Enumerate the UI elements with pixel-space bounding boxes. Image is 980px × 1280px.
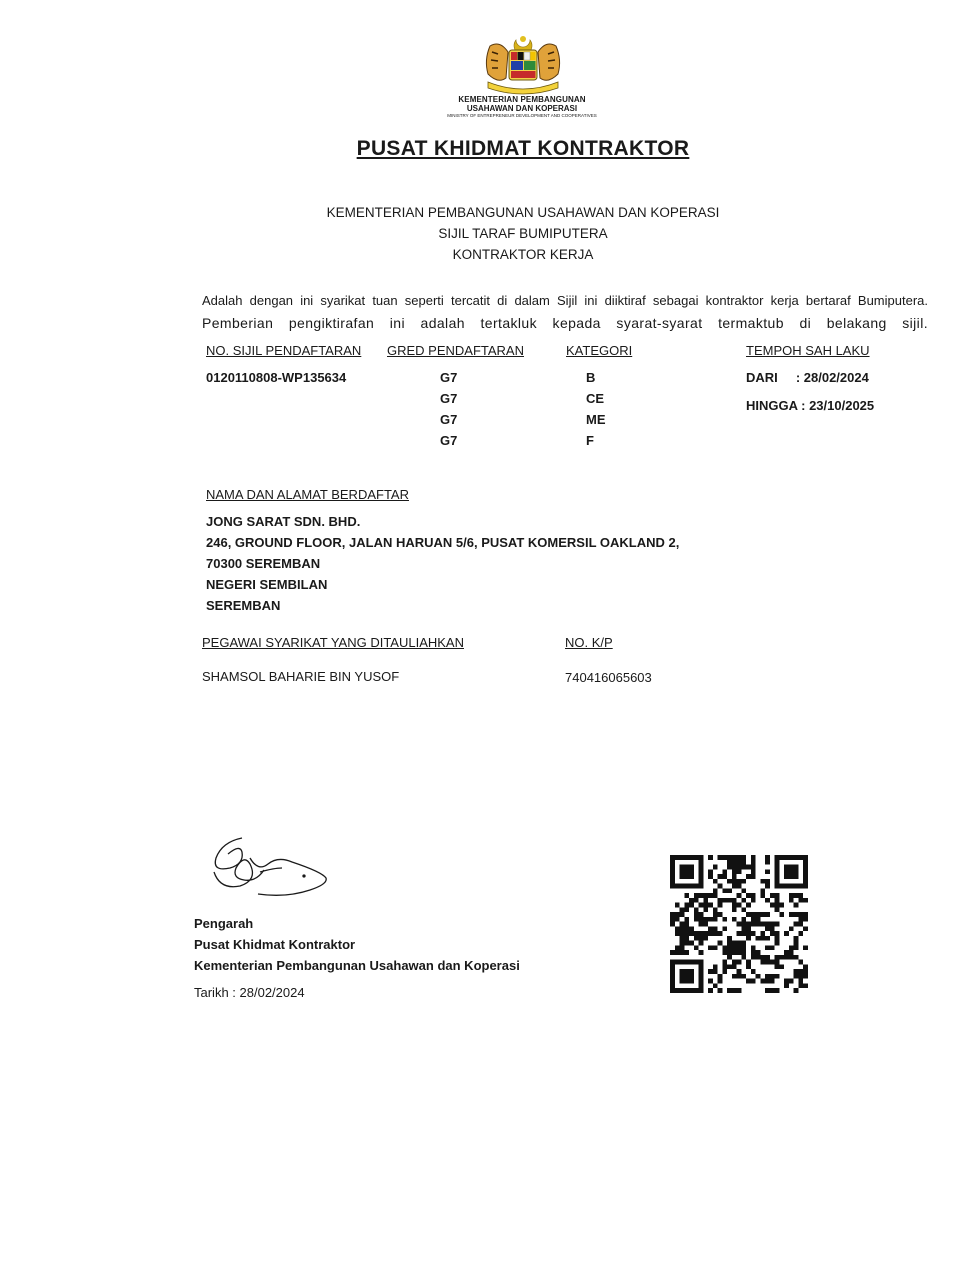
tempoh-header: TEMPOH SAH LAKU [746,343,870,358]
no-sijil-value: 0120110808-WP135634 [206,370,347,385]
page-title: PUSAT KHIDMAT KONTRAKTOR [356,137,690,160]
no-sijil-header: NO. SIJIL PENDAFTARAN [206,343,362,358]
certificate-paragraph2: Pemberian pengiktirafan ini adalah tertakluk kepada syarat-syarat termaktub di belakang sijil. [202,315,928,331]
address-header: NAMA DAN ALAMAT BERDAFTAR [206,487,409,502]
signatory-title: Pengarah [194,916,254,931]
gred-value: G7 [440,412,458,427]
ministry-name-english: MINISTRY OF ENTREPRENEUR DEVELOPMENT AND COOPERATIVES [447,113,597,118]
ministry-name-line1: KEMENTERIAN PEMBANGUNAN [458,95,586,104]
gred-value: G7 [440,433,458,448]
kategori-value: B [586,370,596,385]
officer-kp: 740416065603 [565,670,652,685]
gred-header: GRED PENDAFTARAN [387,343,524,358]
kp-header: NO. K/P [565,635,613,650]
certificate-line2: SIJIL TARAF BUMIPUTERA [438,226,608,241]
officer-name: SHAMSOL BAHARIE BIN YUSOF [202,669,400,684]
gred-value: G7 [440,370,458,385]
signatory-ministry: Kementerian Pembangunan Usahawan dan Koperasi [194,958,520,973]
address-line: NEGERI SEMBILAN [206,577,328,592]
gred-value: G7 [440,391,458,406]
signature-icon [204,832,334,898]
tempoh-dari: DARI : 28/02/2024 [746,370,869,385]
certificate-line3: KONTRAKTOR KERJA [452,247,594,262]
signatory-date: Tarikh : 28/02/2024 [194,985,305,1000]
coat-of-arms-icon [478,30,568,96]
address-line: SEREMBAN [206,598,281,613]
certificate-paragraph1: Adalah dengan ini syarikat tuan seperti tercatit di dalam Sijil ini diiktiraf sebagai kontraktor kerja bertaraf Bumiputera. [202,293,928,308]
officer-header: PEGAWAI SYARIKAT YANG DITAULIAHKAN [202,635,464,650]
kategori-value: CE [586,391,605,406]
signatory-organization: Pusat Khidmat Kontraktor [194,937,356,952]
ministry-name-line2: USAHAWAN DAN KOPERASI [466,104,578,113]
address-line: 70300 SEREMBAN [206,556,321,571]
address-line: 246, GROUND FLOOR, JALAN HARUAN 5/6, PUSAT KOMERSIL OAKLAND 2, [206,535,680,550]
company-name: JONG SARAT SDN. BHD. [206,514,361,529]
certificate-line1: KEMENTERIAN PEMBANGUNAN USAHAWAN DAN KOPERASI [326,205,720,220]
kategori-value: F [586,433,594,448]
kategori-header: KATEGORI [566,343,633,358]
kategori-value: ME [586,412,606,427]
tempoh-hingga: HINGGA : 23/10/2025 [746,398,875,413]
qr-code-icon [670,855,808,993]
